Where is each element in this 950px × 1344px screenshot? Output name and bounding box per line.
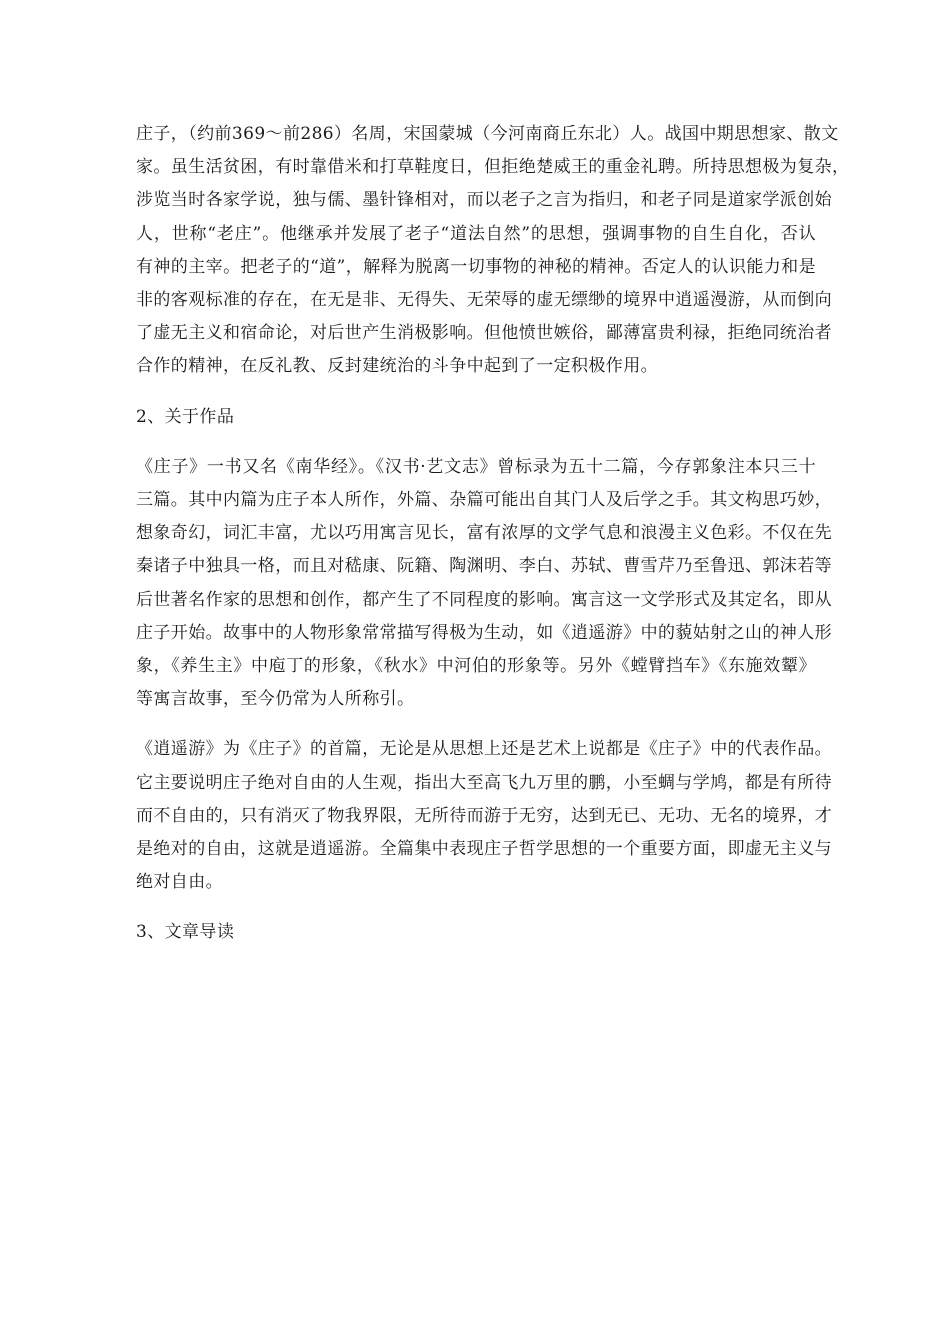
text-line: 象，《养生主》中庖丁的形象，《秋水》中河伯的形象等。另外《螳臂挡车》《东施效颦》 <box>136 656 816 677</box>
text-line: 三篇。其中内篇为庄子本人所作，外篇、杂篇可能出自其门人及后学之手。其文构思巧妙， <box>136 490 832 511</box>
section-heading-reading-guide: 3、文章导读 <box>136 922 235 943</box>
text-line: 有神的主宰。把老子的“道”，解释为脱离一切事物的神秘的精神。否定人的认识能力和是 <box>136 256 816 277</box>
text-line: 非的客观标准的存在，在无是非、无得失、无荣辱的虚无缥缈的境界中逍遥漫游，从而倒向 <box>136 290 832 311</box>
text-line: 涉览当时各家学说，独与儒、墨针锋相对，而以老子之言为指归，和老子同是道家学派创始 <box>136 190 832 211</box>
text-line: 合作的精神，在反礼教、反封建统治的斗争中起到了一定积极作用。 <box>136 356 658 377</box>
document-page <box>136 118 850 950</box>
text-line: 想象奇幻，词汇丰富，尤以巧用寓言见长，富有浓厚的文学气息和浪漫主义色彩。不仅在先 <box>136 523 832 544</box>
text-line: 秦诸子中独具一格，而且对嵇康、阮籍、陶渊明、李白、苏轼、曹雪芹乃至鲁迅、郭沫若等 <box>136 556 832 577</box>
text-line: 绝对自由。 <box>136 872 223 893</box>
text-line: 它主要说明庄子绝对自由的人生观，指出大至高飞九万里的鹏，小至蜩与学鸠，都是有所待 <box>136 772 832 793</box>
text-line: 《逍遥游》为《庄子》的首篇，无论是从思想上还是艺术上说都是《庄子》中的代表作品。 <box>136 739 832 760</box>
text-line: 等寓言故事，至今仍常为人所称引。 <box>136 689 415 710</box>
works-paragraph <box>136 451 832 717</box>
text-line: 庄子开始。故事中的人物形象常常描写得极为生动，如《逍遥游》中的藐姑射之山的神人形 <box>136 622 832 643</box>
text-line: 后世著名作家的思想和创作，都产生了不同程度的影响。寓言这一文学形式及其定名，即从 <box>136 589 832 610</box>
text-line: 人，世称“老庄”。他继承并发展了老子“道法自然”的思想，强调事物的自生自化，否认 <box>136 223 816 244</box>
text-line: 是绝对的自由，这就是逍遥游。全篇集中表现庄子哲学思想的一个重要方面，即虚无主义与 <box>136 839 832 860</box>
xiaoyao-paragraph <box>136 733 832 899</box>
bio-paragraph <box>136 118 850 384</box>
text-line: 而不自由的，只有消灭了物我界限，无所待而游于无穷，达到无已、无功、无名的境界，才 <box>136 805 832 826</box>
text-line: 庄子，（约前369～前286）名周，宋国蒙城（今河南商丘东北）人。战国中期思想家、散文 <box>136 124 839 144</box>
text-line: 家。虽生活贫困，有时靠借米和打草鞋度日，但拒绝楚威王的重金礼聘。所持思想极为复杂， <box>136 157 850 178</box>
text-line: 了虚无主义和宿命论，对后世产生消极影响。但他愤世嫉俗，鄙薄富贵利禄，拒绝同统治者 <box>136 323 832 344</box>
text-line: 《庄子》一书又名《南华经》。《汉书·艺文志》曾标录为五十二篇，今存郭象注本只三十 <box>136 456 816 477</box>
section-heading-works: 2、关于作品 <box>136 406 235 427</box>
